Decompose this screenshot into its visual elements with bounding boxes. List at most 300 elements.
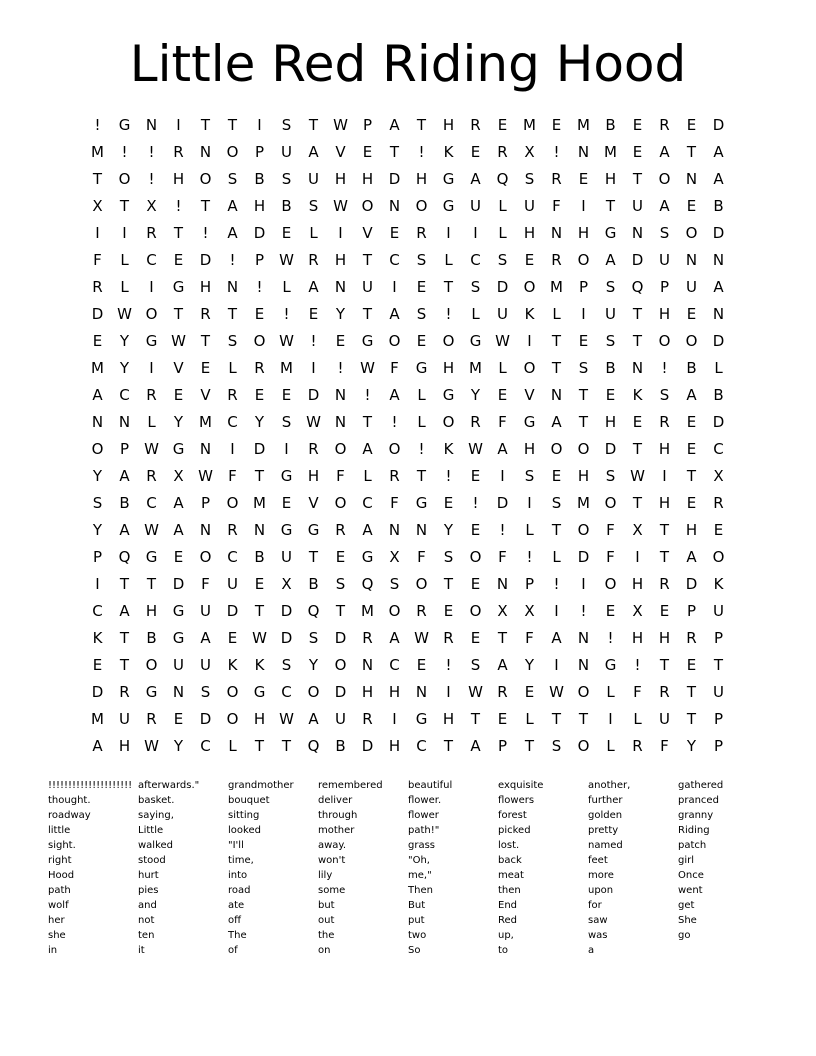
grid-letter: M (91, 143, 104, 161)
grid-letter: E (173, 386, 184, 404)
grid-letter: N (172, 683, 185, 701)
grid-letter: A (92, 737, 103, 755)
word-item: grass (408, 840, 436, 851)
grid-row (84, 652, 732, 679)
grid-letter: Y (254, 413, 265, 431)
grid-letter: U (470, 197, 481, 215)
grid-letter: T (524, 737, 535, 755)
word-item: lily (318, 870, 333, 881)
word-item: sitting (228, 810, 260, 821)
grid-letter: I (392, 710, 397, 728)
grid-letter: X (281, 575, 292, 593)
grid-letter: L (309, 224, 318, 242)
grid-letter: A (362, 440, 373, 458)
grid-letter: U (173, 656, 184, 674)
grid-letter: C (146, 494, 157, 512)
grid-letter: T (308, 116, 319, 134)
grid-letter: ! (148, 143, 155, 161)
grid-letter: Q (631, 278, 644, 296)
grid-letter: V (200, 386, 211, 404)
grid-letter: Y (173, 737, 184, 755)
grid-letter: P (254, 251, 265, 269)
grid-letter: V (524, 386, 535, 404)
grid-letter: T (281, 737, 292, 755)
grid-letter: I (527, 332, 532, 350)
word-item: her (48, 915, 65, 926)
grid-letter: W (468, 440, 483, 458)
grid-letter: U (524, 197, 535, 215)
grid-letter: O (604, 494, 617, 512)
grid-letter: O (226, 683, 239, 701)
grid-letter: W (252, 629, 267, 647)
grid-letter: R (146, 710, 157, 728)
grid-letter: C (416, 737, 427, 755)
grid-letter: R (389, 467, 400, 485)
grid-letter: E (281, 494, 292, 512)
word-item: Little (138, 825, 164, 836)
grid-letter: T (605, 197, 616, 215)
word-item: wolf (48, 900, 69, 911)
grid-letter: ! (256, 278, 263, 296)
grid-letter: S (308, 629, 319, 647)
grid-letter: F (228, 467, 237, 485)
grid-letter: E (632, 413, 643, 431)
grid-letter: I (284, 440, 289, 458)
grid-letter: E (335, 548, 346, 566)
grid-letter: I (446, 224, 451, 242)
word-item: meat (498, 870, 524, 881)
grid-letter: L (417, 386, 426, 404)
grid-letter: G (145, 332, 158, 350)
word-item: little (48, 825, 71, 836)
grid-letter: O (334, 494, 347, 512)
grid-letter: I (122, 224, 127, 242)
grid-letter: T (254, 737, 265, 755)
grid-letter: B (686, 359, 697, 377)
grid-letter: D (712, 116, 725, 134)
grid-letter: E (551, 116, 562, 134)
grid-letter: W (279, 710, 294, 728)
grid-letter: X (92, 197, 103, 215)
grid-letter: X (632, 521, 643, 539)
grid-letter: S (389, 575, 400, 593)
grid-letter: R (200, 305, 211, 323)
word-item: Hood (48, 870, 75, 881)
word-item: of (228, 945, 238, 956)
grid-letter: ! (391, 413, 398, 431)
grid-letter: ! (472, 494, 479, 512)
grid-letter: E (335, 332, 346, 350)
word-item: stood (138, 855, 166, 866)
grid-letter: D (496, 278, 509, 296)
grid-letter: A (308, 278, 319, 296)
grid-letter: E (551, 467, 562, 485)
grid-letter: U (605, 305, 616, 323)
grid-letter: O (469, 548, 482, 566)
grid-letter: I (500, 467, 505, 485)
grid-letter: A (470, 170, 481, 188)
grid-letter: V (173, 359, 184, 377)
grid-letter: N (334, 386, 347, 404)
word-item: ten (138, 930, 155, 941)
grid-letter: H (388, 683, 401, 701)
grid-letter: D (280, 629, 293, 647)
word-item: more (588, 870, 614, 881)
word-item: upon (588, 885, 614, 896)
grid-letter: N (334, 413, 347, 431)
grid-letter: A (497, 656, 508, 674)
grid-letter: G (361, 548, 374, 566)
grid-letter: E (470, 467, 481, 485)
grid-letter: T (308, 548, 319, 566)
grid-letter: G (415, 359, 428, 377)
grid-letter: A (551, 629, 562, 647)
grid-letter: P (659, 278, 670, 296)
grid-letter: K (443, 440, 454, 458)
grid-row (84, 274, 732, 301)
grid-letter: N (91, 413, 104, 431)
grid-letter: B (308, 575, 319, 593)
grid-letter: H (658, 494, 671, 512)
grid-letter: E (686, 197, 697, 215)
grid-letter: U (713, 683, 724, 701)
grid-letter: E (659, 602, 670, 620)
grid-letter: F (606, 548, 615, 566)
word-column (588, 778, 678, 958)
grid-row (84, 598, 732, 625)
grid-letter: S (605, 332, 616, 350)
grid-letter: G (415, 710, 428, 728)
grid-letter: W (144, 440, 159, 458)
word-item: thought. (48, 795, 91, 806)
grid-letter: C (146, 251, 157, 269)
grid-letter: A (470, 737, 481, 755)
word-item: the (318, 930, 335, 941)
grid-letter: K (443, 143, 454, 161)
grid-letter: S (470, 278, 481, 296)
grid-letter: B (605, 116, 616, 134)
word-item: grandmother (228, 780, 294, 791)
grid-letter: D (712, 332, 725, 350)
word-item: beautiful (408, 780, 453, 791)
grid-letter: S (470, 656, 481, 674)
grid-letter: R (362, 710, 373, 728)
word-item: pretty (588, 825, 619, 836)
grid-letter: C (281, 683, 292, 701)
grid-letter: T (362, 251, 373, 269)
grid-letter: R (659, 116, 670, 134)
grid-letter: I (635, 548, 640, 566)
word-item: named (588, 840, 623, 851)
word-item: So (408, 945, 421, 956)
grid-letter: H (145, 602, 158, 620)
grid-letter: A (200, 629, 211, 647)
grid-letter: B (254, 548, 265, 566)
word-column (318, 778, 408, 958)
grid-letter: D (91, 305, 104, 323)
grid-letter: S (659, 224, 670, 242)
word-item: in (48, 945, 58, 956)
grid-letter: ! (337, 359, 344, 377)
grid-letter: W (117, 305, 132, 323)
grid-letter: H (388, 737, 401, 755)
grid-letter: N (712, 305, 725, 323)
grid-letter: S (227, 170, 238, 188)
grid-letter: D (334, 629, 347, 647)
grid-letter: T (173, 305, 184, 323)
word-item: path!" (408, 825, 440, 836)
grid-letter: T (227, 116, 238, 134)
grid-letter: L (525, 521, 534, 539)
grid-letter: E (470, 521, 481, 539)
grid-letter: N (415, 683, 428, 701)
grid-row (84, 544, 732, 571)
grid-letter: B (254, 170, 265, 188)
grid-letter: E (632, 143, 643, 161)
grid-letter: T (119, 197, 130, 215)
grid-letter: R (119, 683, 130, 701)
grid-letter: I (581, 197, 586, 215)
grid-letter: D (577, 548, 590, 566)
grid-letter: T (443, 737, 454, 755)
grid-letter: ! (445, 467, 452, 485)
grid-letter: R (254, 359, 265, 377)
grid-letter: G (172, 278, 185, 296)
grid-letter: Y (119, 332, 130, 350)
grid-letter: ! (283, 305, 290, 323)
grid-letter: N (226, 278, 239, 296)
grid-letter: ! (121, 143, 128, 161)
grid-letter: S (200, 683, 211, 701)
grid-letter: M (361, 602, 374, 620)
grid-letter: O (226, 710, 239, 728)
word-item: saw (588, 915, 608, 926)
grid-letter: M (469, 359, 482, 377)
grid-row (84, 112, 732, 139)
grid-letter: M (523, 116, 536, 134)
grid-letter: V (308, 494, 319, 512)
word-item: out (318, 915, 335, 926)
grid-letter: O (145, 656, 158, 674)
grid-letter: O (658, 332, 671, 350)
grid-letter: D (253, 440, 266, 458)
grid-letter: X (632, 602, 643, 620)
grid-letter: Y (308, 656, 319, 674)
grid-letter: Y (470, 386, 481, 404)
grid-letter: G (172, 602, 185, 620)
grid-letter: G (145, 683, 158, 701)
grid-letter: L (282, 278, 291, 296)
grid-letter: H (172, 170, 185, 188)
word-item: road (228, 885, 251, 896)
word-item: then (498, 885, 521, 896)
word-item: on (318, 945, 331, 956)
grid-letter: E (497, 710, 508, 728)
grid-letter: H (334, 251, 347, 269)
grid-letter: U (686, 278, 697, 296)
grid-letter: S (605, 467, 616, 485)
grid-letter: Y (92, 521, 103, 539)
grid-letter: N (199, 521, 212, 539)
grid-letter: I (338, 224, 343, 242)
grid-letter: R (713, 494, 724, 512)
grid-letter: M (577, 494, 590, 512)
word-item: granny (678, 810, 714, 821)
grid-letter: B (335, 737, 346, 755)
grid-letter: A (389, 305, 400, 323)
grid-letter: N (118, 413, 131, 431)
grid-letter: ! (634, 656, 641, 674)
grid-letter: S (551, 494, 562, 512)
grid-letter: N (577, 143, 590, 161)
grid-letter: W (549, 683, 564, 701)
grid-letter: W (630, 467, 645, 485)
grid-letter: R (362, 629, 373, 647)
grid-letter: H (604, 170, 617, 188)
grid-letter: G (280, 467, 293, 485)
grid-letter: ! (202, 224, 209, 242)
grid-letter: H (604, 413, 617, 431)
grid-letter: F (525, 629, 534, 647)
word-item: put (408, 915, 425, 926)
grid-letter: ! (661, 359, 668, 377)
word-item: ate (228, 900, 245, 911)
grid-letter: H (118, 737, 131, 755)
grid-letter: N (496, 575, 509, 593)
grid-letter: O (577, 521, 590, 539)
grid-row (84, 733, 732, 760)
grid-letter: T (551, 521, 562, 539)
grid-letter: O (712, 548, 725, 566)
word-item: flowers (498, 795, 535, 806)
grid-letter: U (659, 710, 670, 728)
grid-letter: S (281, 116, 292, 134)
grid-letter: D (91, 683, 104, 701)
word-column (498, 778, 588, 958)
word-item: feet (588, 855, 608, 866)
grid-letter: T (686, 683, 697, 701)
grid-letter: O (577, 440, 590, 458)
grid-letter: E (92, 332, 103, 350)
grid-letter: O (388, 440, 401, 458)
word-item: and (138, 900, 157, 911)
grid-letter: T (497, 629, 508, 647)
grid-letter: A (686, 386, 697, 404)
grid-letter: A (119, 602, 130, 620)
grid-letter: H (442, 710, 455, 728)
grid-letter: Q (118, 548, 131, 566)
grid-letter: U (659, 251, 670, 269)
grid-letter: I (311, 359, 316, 377)
grid-letter: S (281, 656, 292, 674)
grid-letter: T (119, 575, 130, 593)
word-item: girl (678, 855, 695, 866)
grid-letter: L (363, 467, 372, 485)
word-item: !!!!!!!!!!!!!!!!!!!!! (48, 780, 133, 791)
grid-letter: R (659, 683, 670, 701)
grid-letter: P (119, 440, 130, 458)
grid-letter: R (308, 251, 319, 269)
grid-letter: R (173, 143, 184, 161)
grid-row (84, 220, 732, 247)
grid-letter: R (227, 521, 238, 539)
grid-letter: R (470, 413, 481, 431)
grid-letter: O (685, 332, 698, 350)
grid-letter: C (200, 737, 211, 755)
grid-letter: F (93, 251, 102, 269)
grid-letter: R (686, 629, 697, 647)
grid-row (84, 139, 732, 166)
grid-letter: T (200, 197, 211, 215)
grid-letter: H (415, 170, 428, 188)
grid-letter: G (280, 521, 293, 539)
grid-letter: A (173, 521, 184, 539)
word-item: back (498, 855, 522, 866)
grid-letter: T (146, 575, 157, 593)
grid-letter: T (632, 332, 643, 350)
grid-letter: U (497, 305, 508, 323)
grid-letter: T (632, 494, 643, 512)
word-item: a (588, 945, 595, 956)
grid-letter: I (662, 467, 667, 485)
grid-letter: I (95, 224, 100, 242)
grid-letter: D (496, 494, 509, 512)
word-item: some (318, 885, 346, 896)
grid-letter: T (659, 656, 670, 674)
grid-letter: A (551, 413, 562, 431)
grid-letter: ! (553, 143, 560, 161)
grid-letter: S (227, 332, 238, 350)
grid-letter: M (604, 143, 617, 161)
grid-letter: W (279, 251, 294, 269)
grid-letter: T (632, 305, 643, 323)
grid-letter: K (227, 656, 238, 674)
grid-letter: E (686, 413, 697, 431)
grid-letter: P (362, 116, 373, 134)
grid-letter: G (172, 629, 185, 647)
grid-letter: D (226, 602, 239, 620)
word-item: "I'll (228, 840, 244, 851)
grid-letter: D (361, 737, 374, 755)
grid-letter: M (91, 710, 104, 728)
grid-letter: M (253, 494, 266, 512)
word-item: right (48, 855, 72, 866)
grid-letter: L (714, 359, 723, 377)
grid-letter: C (470, 251, 481, 269)
grid-letter: U (200, 602, 211, 620)
grid-letter: P (713, 737, 724, 755)
grid-letter: L (471, 305, 480, 323)
grid-letter: N (145, 116, 158, 134)
grid-letter: N (685, 170, 698, 188)
grid-letter: R (146, 224, 157, 242)
grid-letter: P (200, 494, 211, 512)
word-item: further (588, 795, 623, 806)
word-item: bouquet (228, 795, 270, 806)
word-item: get (678, 900, 695, 911)
grid-letter: F (633, 683, 642, 701)
grid-letter: F (498, 413, 507, 431)
grid-letter: O (199, 170, 212, 188)
grid-letter: I (527, 494, 532, 512)
grid-letter: I (581, 305, 586, 323)
grid-letter: C (713, 440, 724, 458)
grid-letter: E (686, 116, 697, 134)
grid-row (84, 328, 732, 355)
grid-letter: K (524, 305, 535, 323)
grid-letter: U (281, 143, 292, 161)
grid-letter: Y (524, 656, 535, 674)
